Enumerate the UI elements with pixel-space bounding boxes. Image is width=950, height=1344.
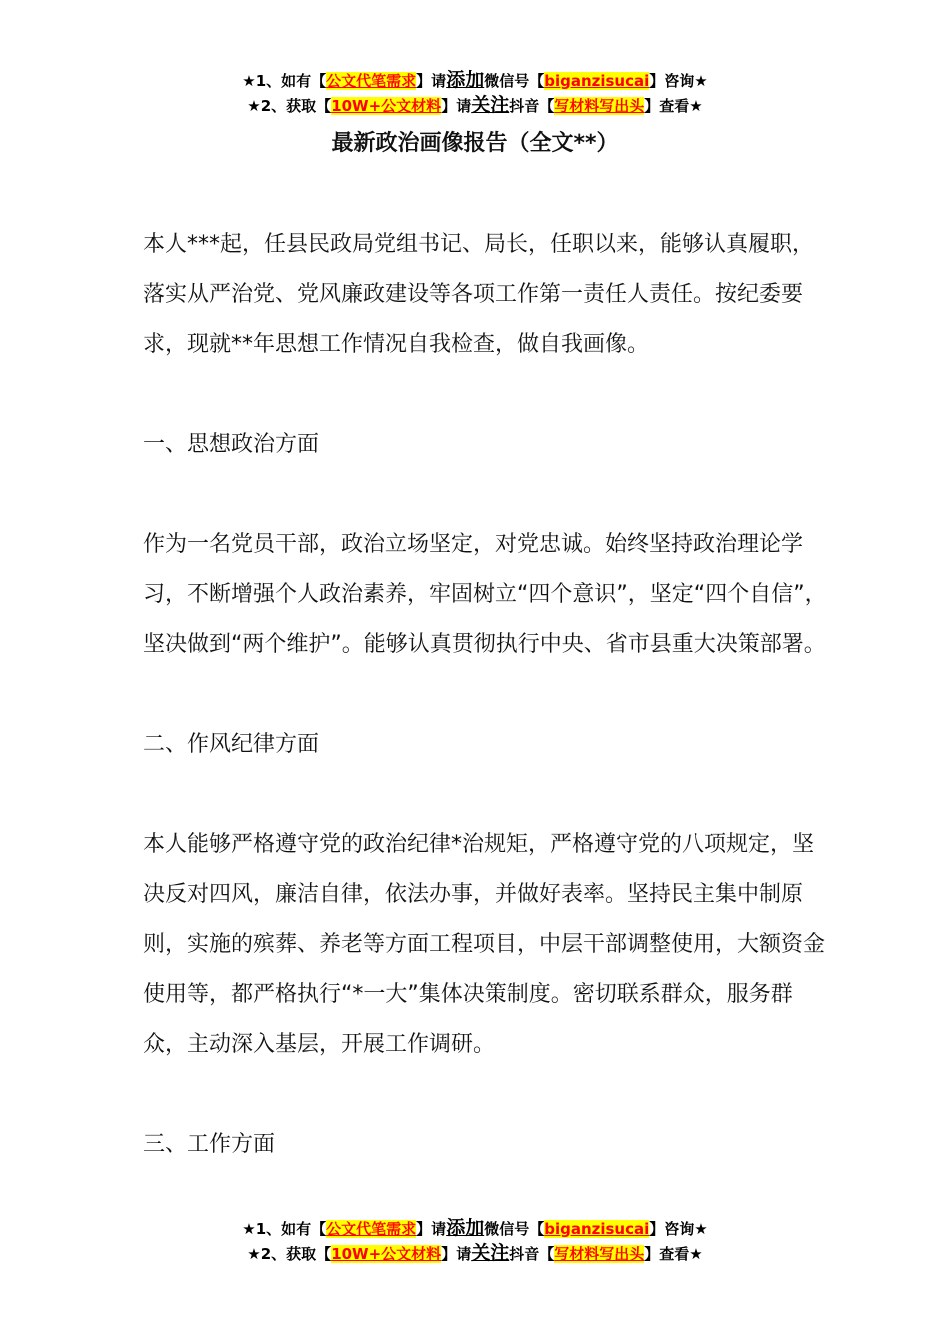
top-banner	[0, 68, 950, 118]
banner-text: 】请	[416, 1220, 447, 1238]
banner-highlight: 写材料写出头	[554, 97, 645, 115]
paragraph-gap	[143, 1070, 829, 1120]
banner-emphasis: 添加	[446, 1217, 485, 1239]
banner-highlight: 10W+公文材料	[331, 1245, 442, 1263]
banner-text: ★1、如有【	[242, 1220, 327, 1238]
banner-text: 】查看★	[644, 1245, 703, 1263]
section-heading-3: 三、工作方面	[143, 1132, 276, 1157]
banner-highlight: biganzisucai	[544, 1220, 650, 1238]
banner-text: 】请	[441, 1245, 472, 1263]
banner-emphasis: 关注	[471, 1242, 510, 1264]
banner-line-2	[0, 93, 950, 118]
banner-text: ★2、获取【	[247, 1245, 332, 1263]
banner-highlight: 10W+公文材料	[331, 97, 442, 115]
document-title: 最新政治画像报告（全文**）	[331, 131, 619, 156]
banner-text: 抖音【	[509, 97, 555, 115]
paragraph-gap	[143, 370, 829, 420]
banner-text: ★1、如有【	[242, 72, 327, 90]
intro-paragraph: 本人***起，任县民政局党组书记、局长，任职以来，能够认真履职，落实从严治党、党风廉政建设等各项工作第一责任人责任。按纪委要求，现就**年思想工作情况自我检查，做自我画像。	[143, 232, 815, 357]
banner-text: 】查看★	[644, 97, 703, 115]
banner-line-1	[0, 1216, 950, 1241]
banner-text: 】咨询★	[649, 72, 708, 90]
banner-text: 抖音【	[509, 1245, 555, 1263]
banner-line-2	[0, 1241, 950, 1266]
banner-text: ★2、获取【	[247, 97, 332, 115]
banner-emphasis: 添加	[446, 69, 485, 91]
banner-text: 微信号【	[484, 72, 545, 90]
banner-text: 】请	[441, 97, 472, 115]
banner-highlight: biganzisucai	[544, 72, 650, 90]
banner-highlight: 公文代笔需求	[326, 72, 417, 90]
paragraph-gap	[143, 770, 829, 820]
banner-emphasis: 关注	[471, 94, 510, 116]
section-heading-1: 一、思想政治方面	[143, 432, 320, 457]
banner-text: 微信号【	[484, 1220, 545, 1238]
banner-line-1	[0, 68, 950, 93]
bottom-banner	[0, 1216, 950, 1266]
banner-text: 】请	[416, 72, 447, 90]
banner-highlight: 写材料写出头	[554, 1245, 645, 1263]
section-body-1: 作为一名党员干部，政治立场坚定，对党忠诚。始终坚持政治理论学习，不断增强个人政治素养，牢固树立“四个意识”，坚定“四个自信”，坚决做到“两个维护”。能够认真贯彻执行中央、省市县重大决策部署。	[143, 532, 827, 657]
paragraph-gap	[143, 470, 829, 520]
paragraph-gap	[143, 670, 829, 720]
document-body	[143, 220, 829, 1170]
section-heading-2: 二、作风纪律方面	[143, 732, 320, 757]
banner-highlight: 公文代笔需求	[326, 1220, 417, 1238]
banner-text: 】咨询★	[649, 1220, 708, 1238]
section-body-2: 本人能够严格遵守党的政治纪律*治规矩，严格遵守党的八项规定，坚决反对四风，廉洁自律，依法办事，并做好表率。坚持民主集中制原则，实施的殡葬、养老等方面工程项目，中层干部调整使用，大额资金使用等，都严格执行“*一大”集体决策制度。密切联系群众，服务群众，主动深入基层，开展工作调研。	[143, 832, 826, 1057]
